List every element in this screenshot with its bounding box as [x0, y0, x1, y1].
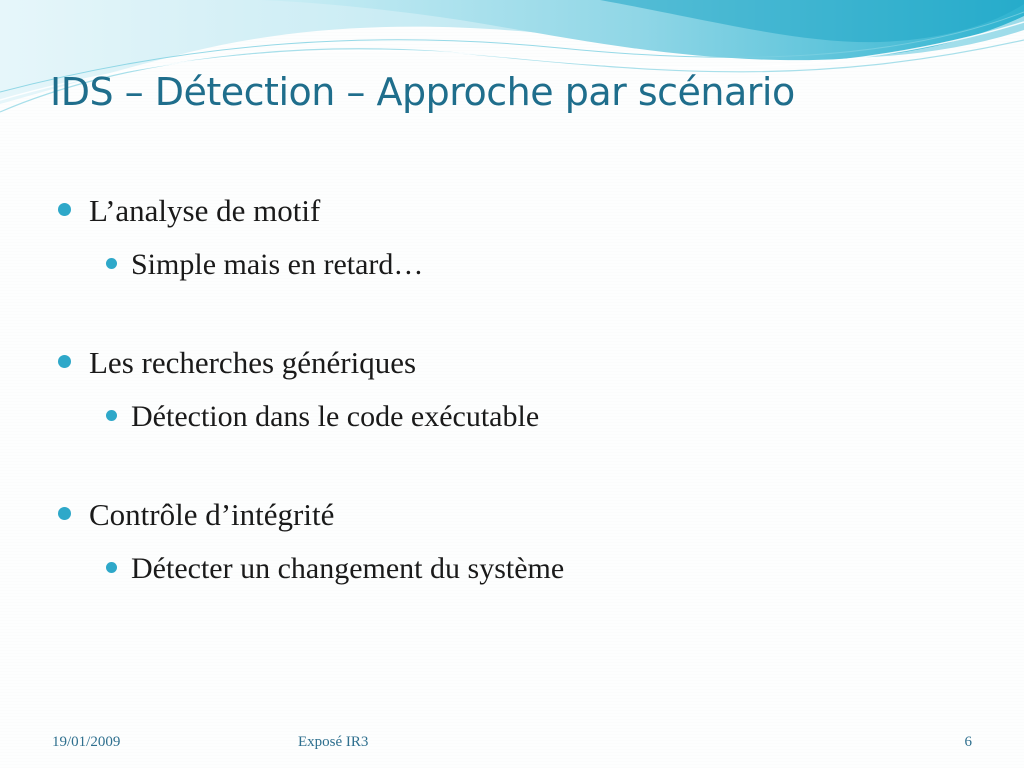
bullet-group	[58, 340, 988, 440]
sub-bullet-text: Simple mais en retard…	[131, 248, 424, 281]
list-item	[58, 492, 988, 538]
bullet-icon	[106, 410, 117, 421]
bullet-icon	[106, 562, 117, 573]
bullet-group	[58, 188, 988, 288]
page-number: 6	[964, 734, 972, 750]
bullet-icon	[58, 507, 71, 520]
bullet-text: Les recherches génériques	[89, 345, 417, 380]
sub-bullet-text: Détection dans le code exécutable	[131, 400, 540, 433]
slide-title: IDS – Détection – Approche par scénario	[50, 70, 795, 114]
sub-list-item	[58, 242, 988, 288]
bullet-group	[58, 492, 988, 592]
sub-list-item	[58, 546, 988, 592]
bullet-icon	[106, 258, 117, 269]
list-item	[58, 188, 988, 234]
bullet-icon	[58, 355, 71, 368]
footer-text: Exposé IR3	[298, 734, 369, 750]
list-item	[58, 340, 988, 386]
slide-footer	[0, 730, 1024, 760]
bullet-icon	[58, 203, 71, 216]
bullet-list	[58, 188, 988, 644]
bullet-text: L’analyse de motif	[89, 193, 321, 228]
sub-bullet-text: Détecter un changement du système	[131, 552, 565, 585]
footer-date: 19/01/2009	[52, 734, 121, 750]
sub-list-item	[58, 394, 988, 440]
bullet-text: Contrôle d’intégrité	[89, 497, 335, 532]
